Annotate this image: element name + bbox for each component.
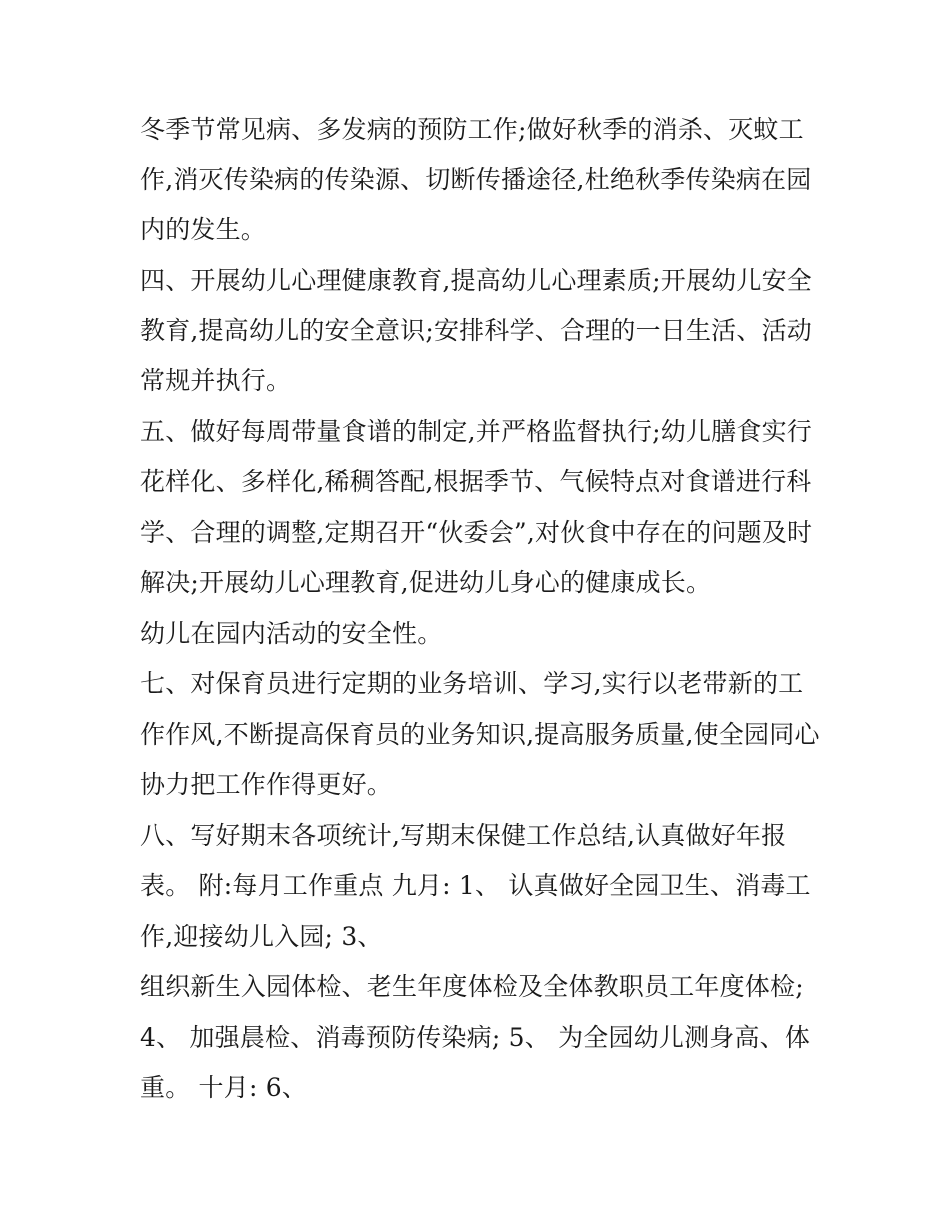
text-line: 作作风,不断提高保育员的业务知识,提高服务质量,使全园同心 bbox=[140, 720, 820, 749]
text-line: 作,迎接幼儿入园; 3、 bbox=[140, 922, 383, 951]
text-line: 组织新生入园体检、老生年度体检及全体教职员工年度体检; bbox=[140, 972, 804, 1001]
text-line: 七、对保育员进行定期的业务培训、学习,实行以老带新的工 bbox=[140, 669, 804, 698]
text-line: 幼儿在园内活动的安全性。 bbox=[140, 619, 443, 648]
text-line: 花样化、多样化,稀稠答配,根据季节、气候特点对食谱进行科 bbox=[140, 467, 812, 496]
text-line: 内的发生。 bbox=[140, 215, 267, 244]
text-line: 协力把工作作得更好。 bbox=[140, 770, 393, 799]
text-line: 重。 十月: 6、 bbox=[140, 1073, 308, 1102]
text-line: 四、开展幼儿心理健康教育,提高幼儿心理素质;开展幼儿安全 bbox=[140, 266, 812, 295]
text-line: 教育,提高幼儿的安全意识;安排科学、合理的一日生活、活动 bbox=[140, 316, 812, 345]
text-line: 学、合理的调整,定期召开“伙委会”,对伙食中存在的问题及时 bbox=[140, 518, 813, 547]
text-line: 作,消灭传染病的传染源、切断传播途径,杜绝秋季传染病在园 bbox=[140, 165, 812, 194]
text-line: 常规并执行。 bbox=[140, 366, 292, 395]
text-line: 冬季节常见病、多发病的预防工作;做好秋季的消杀、灭蚊工 bbox=[140, 115, 804, 144]
text-line: 表。 附:每月工作重点 九月: 1、 认真做好全园卫生、消毒工 bbox=[140, 871, 811, 900]
text-line: 五、做好每周带量食谱的制定,并严格监督执行;幼儿膳食实行 bbox=[140, 417, 812, 446]
text-line: 4、 加强晨检、消毒预防传染病; 5、 为全园幼儿测身高、体 bbox=[140, 1023, 811, 1052]
text-line: 解决;开展幼儿心理教育,促进幼儿身心的健康成长。 bbox=[140, 568, 712, 597]
text-line: 八、写好期末各项统计,写期末保健工作总结,认真做好年报 bbox=[140, 821, 787, 850]
